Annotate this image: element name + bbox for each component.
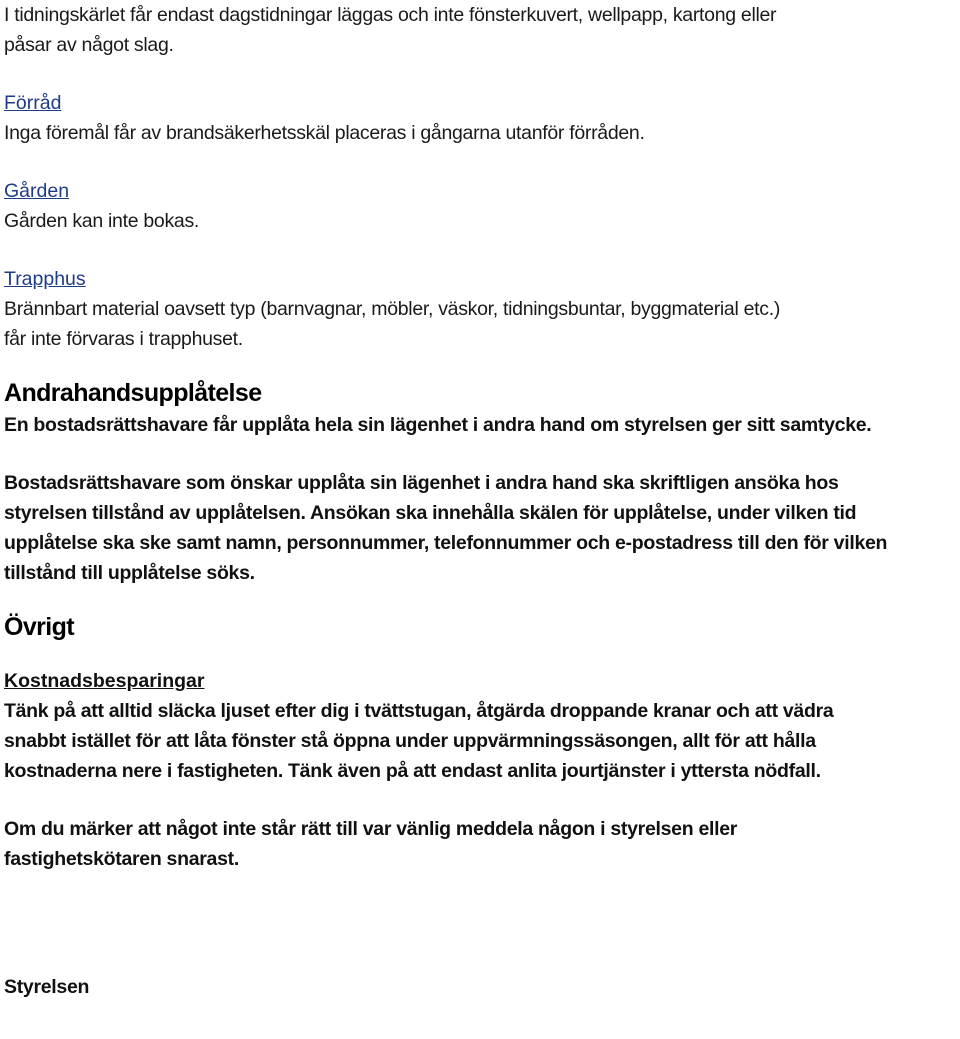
- heading-ovrigt: Övrigt: [4, 613, 75, 641]
- text-andrahand-line: upplåtelse ska ske samt namn, personnummer, telefonnummer och e-postadress till den för vilken: [4, 532, 888, 554]
- notice-line: fastighetskötaren snarast.: [4, 848, 239, 870]
- heading-andrahand: Andrahandsupplåtelse: [4, 379, 262, 407]
- intro-line: påsar av något slag.: [4, 34, 174, 56]
- subsection-kostnad: [4, 666, 958, 786]
- intro-paragraph: [4, 0, 958, 60]
- section-andrahand: [4, 376, 958, 588]
- heading-kostnad: Kostnadsbesparingar: [4, 670, 205, 692]
- text-kostnad-line: kostnaderna nere i fastigheten. Tänk även på att endast anlita jourtjänster i yttersta nödfall.: [4, 760, 821, 782]
- text-andrahand-para1: En bostadsrättshavare får upplåta hela sin lägenhet i andra hand om styrelsen ger sitt samtycke.: [4, 414, 872, 436]
- text-kostnad-line: Tänk på att alltid släcka ljuset efter dig i tvättstugan, åtgärda droppande kranar och att vädra: [4, 700, 834, 722]
- notice-line: Om du märker att något inte står rätt till var vänlig meddela någon i styrelsen eller: [4, 818, 738, 840]
- text-andrahand-para2: [4, 468, 958, 588]
- intro-line: I tidningskärlet får endast dagstidningar läggas och inte fönsterkuvert, wellpapp, kartong eller: [4, 4, 777, 26]
- notice-paragraph: [4, 814, 958, 874]
- text-trapphus-line: Brännbart material oavsett typ (barnvagnar, möbler, väskor, tidningsbuntar, byggmaterial etc.): [4, 298, 781, 320]
- heading-garden: Gården: [4, 180, 70, 202]
- text-forrad: Inga föremål får av brandsäkerhetsskäl placeras i gångarna utanför förråden.: [4, 122, 645, 144]
- section-trapphus: [4, 264, 958, 354]
- heading-forrad: Förråd: [4, 92, 62, 114]
- text-andrahand-line: styrelsen tillstånd av upplåtelsen. Ansökan ska innehålla skälen för upplåtelse, under vilken tid: [4, 502, 857, 524]
- section-ovrigt: [4, 610, 958, 874]
- text-garden: Gården kan inte bokas.: [4, 210, 200, 232]
- heading-trapphus: Trapphus: [4, 268, 86, 290]
- section-garden: [4, 176, 958, 236]
- section-forrad: [4, 88, 958, 148]
- text-andrahand-line: tillstånd till upplåtelse söks.: [4, 562, 255, 584]
- signature: Styrelsen: [4, 976, 90, 998]
- document-page: [4, 0, 958, 1002]
- text-kostnad-line: snabbt istället för att låta fönster stå öppna under uppvärmningssäsongen, allt för att hålla: [4, 730, 816, 752]
- text-andrahand-line: Bostadsrättshavare som önskar upplåta sin lägenhet i andra hand ska skriftligen ansöka hos: [4, 472, 839, 494]
- text-trapphus-line: får inte förvaras i trapphuset.: [4, 328, 243, 350]
